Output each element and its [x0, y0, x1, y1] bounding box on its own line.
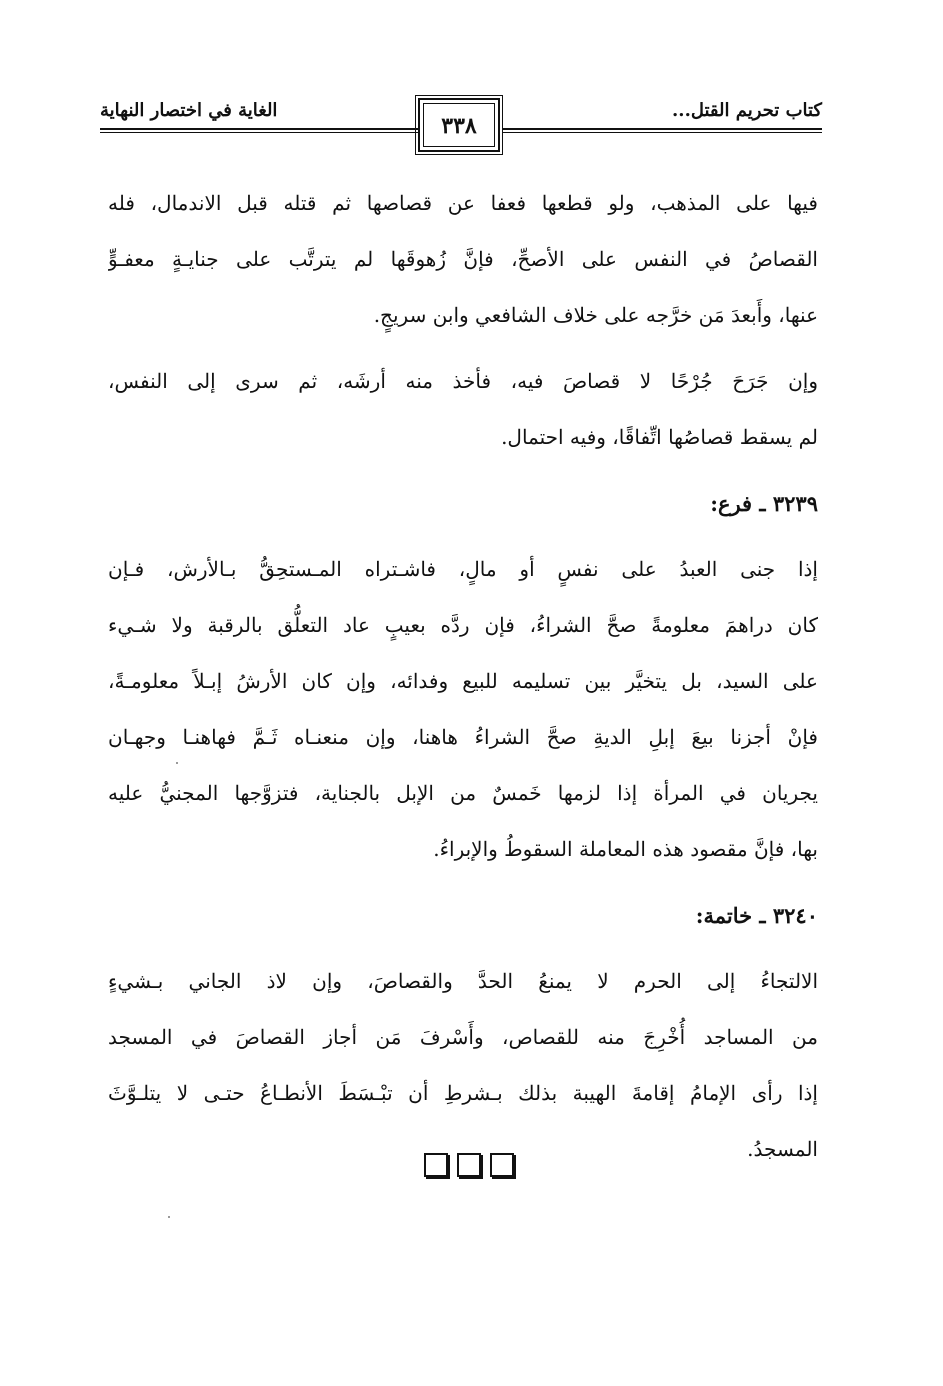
text-line: فإنْ أجزنا بيعَ إبلِ الديةِ صحَّ الشراءُ هاهنا، وإن منعنـاه ثَـمَّ فهاهنـا وجهـان [108, 725, 818, 749]
text-line: فيها على المذهب، ولو قطعها فعفا عن قصاصها ثم قتله قبل الاندمال، فله [108, 191, 818, 215]
page-number: ٣٣٨ [441, 113, 477, 139]
section-khatima [108, 887, 818, 1177]
text-line: لم يسقط قصاصُها اتِّفاقًا، وفيه احتمال. [501, 425, 818, 449]
paragraph [108, 175, 818, 343]
page-number-frame [418, 98, 500, 152]
section-heading: ٣٢٤٠ ـ خاتمة: [695, 903, 818, 928]
end-box-icon [457, 1153, 481, 1177]
text-line: من المساجد أُخْرِجَ منه للقصاص، وأَسْرفَ مَن أجاز القصاصَ في المسجد [108, 1025, 818, 1049]
text-line: كان دراهمَ معلومةً صحَّ الشراءُ، فإن ردَّه بعيبٍ عاد التعلُّق بالرقبة ولا شـيء [108, 613, 818, 637]
text-line: على السيد، بل يتخيَّر بين تسليمه للبيع وفدائه، وإن كان الأرشُ إبـلاً معلومـةً، [108, 669, 818, 693]
text-line: إذا رأى الإمامُ إقامةَ الهيبة بذلك بـشرطِ أن تبْـسَطَ الأنطـاعُ حتـى لا يتلـوَّثَ [108, 1081, 818, 1105]
text-line: إذا جنى العبدُ على نفسٍ أو مالٍ، فاشـتراه المـستحِقُّ بـالأرش، فـإن [108, 557, 818, 581]
running-header [100, 88, 822, 158]
text-line: بها، فإنَّ مقصود هذه المعاملة السقوطُ والإبراءُ. [433, 837, 818, 861]
chapter-title: كتاب تحريم القتل... [672, 100, 822, 121]
section-far [108, 475, 818, 877]
body-text [108, 175, 818, 1177]
book-title: الغاية في اختصار النهاية [100, 100, 278, 121]
text-line: عنها، وأَبعدَ مَن خرَّجه على خلاف الشافعي وابن سريجٍ. [373, 303, 818, 327]
scan-speck [168, 1216, 170, 1218]
scan-speck [176, 762, 178, 764]
end-box-icon [490, 1153, 514, 1177]
header-rule-right [502, 128, 822, 133]
text-line: المسجدُ. [747, 1137, 818, 1161]
text-line: يجريان في المرأة إذا لزمها خَمسٌ من الإبل بالجناية، فتزوَّجها المجنيُّ عليه [108, 781, 818, 805]
header-rule-left [100, 128, 418, 133]
section-heading: ٣٢٣٩ ـ فرع: [710, 491, 818, 516]
text-line: وإن جَرَحَ جُرْحًا لا قصاصَ فيه، فأخذ منه أرشَه، ثم سرى إلى النفس، [108, 369, 818, 393]
paragraph [108, 353, 818, 465]
text-line: الالتجاءُ إلى الحرم لا يمنعُ الحدَّ والقصاصَ، وإن لاذ الجاني بـشيءٍ [108, 969, 818, 993]
end-of-section-marks [424, 1153, 524, 1179]
end-box-icon [424, 1153, 448, 1177]
text-line: القصاصُ في النفس على الأصحِّ، فإنَّ زُهوقَها لم يترتَّب على جنايـةٍ معفـوٍّ [108, 247, 818, 271]
